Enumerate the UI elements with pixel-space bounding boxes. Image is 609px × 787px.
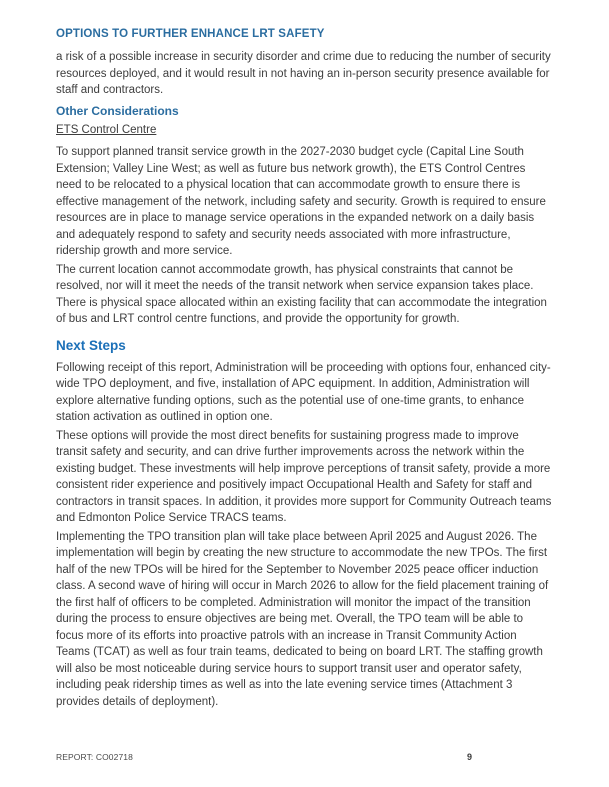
page-footer [0,751,609,765]
page-heading: OPTIONS TO FURTHER ENHANCE LRT SAFETY [56,28,325,40]
next-steps-paragraph-2: These options will provide the most direct benefits for sustaining progress made to improve transit safety and security, and can drive further improvements across the network within the existing budget. These investments will help improve perceptions of transit safety, provide a more consistent rider experience and positively impact Occupational Health and Safety for staff and contractors in transit spaces. In addition, it provides more support for Community Outreach teams and Edmonton Police Service TRACS teams. [56,429,552,524]
continuation-paragraph: a risk of a possible increase in security disorder and crime due to reducing the number of security resources deployed, and it would result in not having an in-person security presence available for staff and contractors. [56,51,551,96]
other-considerations-paragraph-1: To support planned transit service growth in the 2027-2030 budget cycle (Capital Line South Extension; Valley Line West; as well as future bus network growth), the ETS Control Centres need to be relocated to a physical location that can accommodate growth to ensure there is effective management of the network, including safety and security. Growth is required to ensure resources are in place to manage service operations in the expanded network on a daily basis and adequately respond to safety and security needs associated with more infrastructure, ridership growth and more service. [56,146,546,257]
other-considerations-heading: Other Considerations [56,103,179,118]
next-steps-heading: Next Steps [56,337,126,353]
next-steps-paragraph-1: Following receipt of this report, Administration will be proceeding with options four, enhanced city-wide TPO deployment, and five, installation of APC equipment. In addition, Administration will explore alternative funding options, such as the potential use of one-time grants, to enhance station activation as outlined in option one. [56,361,551,423]
page-number: 9 [467,752,473,762]
report-number-label: REPORT: CO02718 [56,752,133,762]
next-steps-paragraph-3: Implementing the TPO transition plan will take place between April 2025 and August 2026. The implementation will begin by creating the new structure to accommodate the new TPOs. The first half of the new TPOs will be hired for the September to November 2025 peace officer induction class. A second wave of hiring will occur in March 2026 to allow for the field placement training of the first half of officers to be completed. Administration will monitor the impact of the transition during the process to ensure objectives are being met. Overall, the TPO team will be able to focus more of its efforts into proactive patrols with an increase in Transit Community Action Teams (TCAT) as well as four train teams, dedicated to being on board LRT. The staffing growth will also be most noticeable during service hours to support transit user and operator safety, including peak ridership times as well as into the late evening service times (Attachment 3 provides details of deployment). [56,530,549,708]
ets-control-centre-subheading: ETS Control Centre [56,123,157,136]
other-considerations-paragraph-2: The current location cannot accommodate growth, has physical constraints that cannot be resolved, nor will it meet the needs of the transit network when service expansion takes place. There is physical space allocated within an existing facility that can accommodate the integration of bus and LRT control centre functions, and provide the opportunity for growth. [56,263,547,325]
